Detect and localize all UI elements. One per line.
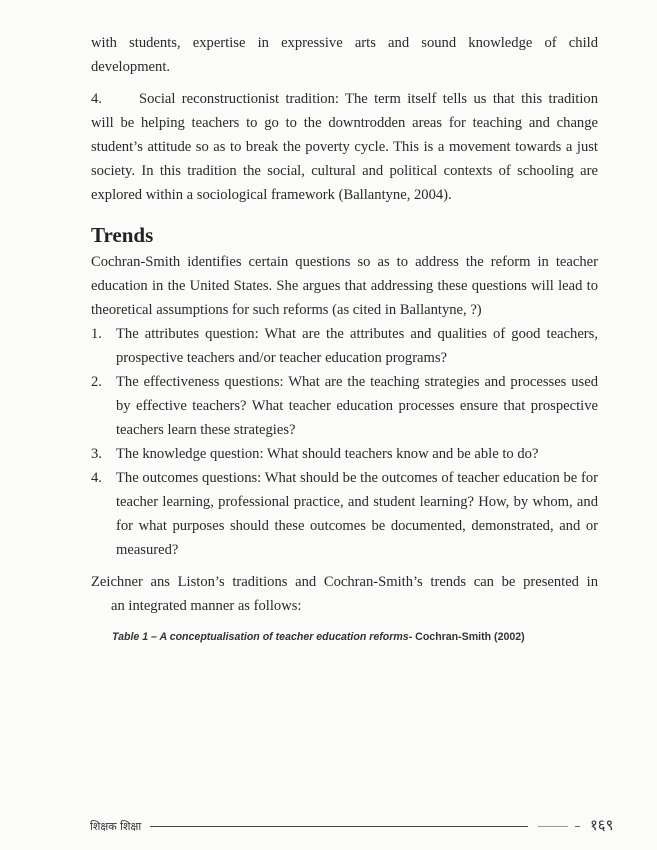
list-item: [91, 466, 598, 562]
list-number: 2.: [91, 374, 102, 390]
list-number: 3.: [91, 446, 102, 462]
paragraph-line: with students, expertise in expressive arts and sound knowledge of child: [91, 35, 598, 51]
section-heading: Trends: [91, 223, 154, 247]
table-caption-source: - Cochran-Smith (2002): [408, 631, 525, 643]
table-caption: [112, 631, 525, 643]
list-number: 4.: [91, 470, 102, 486]
trends-intro-paragraph: Cochran-Smith identifies certain questions so as to address the reform in teacher education in the United States. She argues that addressing these questions will lead to theoretical assumptions for such reforms (as cited in Ballantyne, ?): [91, 254, 598, 318]
list-number: 1.: [91, 326, 102, 342]
paragraph-body: will be helping teachers to go to the downtrodden areas for teaching and change student’s attitude so as to break the poverty cycle. This is a movement towards a just society. In this tradition the social, cultural and political contexts of schooling are explored within a sociological framework (Ballantyne, 2004).: [91, 115, 598, 203]
footer-rule: [150, 826, 528, 827]
footer-journal-name: शिक्षक शिक्षा: [90, 820, 142, 833]
list-text: The attributes question: What are the attributes and qualities of good teachers, prospective teachers and/or teacher education programs?: [116, 326, 598, 366]
footer-rule-dash: [575, 826, 580, 827]
questions-list: [91, 322, 598, 562]
list-item: [91, 322, 598, 370]
page-number: १६९: [590, 816, 614, 834]
paragraph-first-line: [91, 87, 598, 111]
paragraph-line: Zeichner ans Liston’s traditions and Cochran-Smith’s trends can be presented in: [91, 574, 598, 590]
list-text: The knowledge question: What should teachers know and be able to do?: [116, 446, 539, 462]
item-text: Social reconstructionist tradition: The term itself tells us that this tradition: [138, 91, 598, 107]
list-text: The effectiveness questions: What are the teaching strategies and processes used by effective teachers? What teacher education processes ensure that prospective teachers learn these strategies?: [116, 374, 598, 438]
integration-paragraph: [91, 570, 598, 618]
paragraph-intro: [91, 31, 598, 79]
table-caption-title: Table 1 – A conceptualisation of teacher education reforms: [112, 631, 409, 643]
list-item: [91, 442, 598, 466]
footer-rule-dash: [538, 826, 568, 827]
list-item: [91, 370, 598, 442]
paragraph-social-reconstructionist: [91, 87, 598, 207]
paragraph-line: an integrated manner as follows:: [111, 598, 302, 614]
paragraph-line: development.: [91, 59, 171, 75]
item-number: 4.: [91, 91, 102, 107]
list-text: The outcomes questions: What should be the outcomes of teacher education be for teacher learning, professional practice, and student learning? How, by whom, and for what purposes should these outcomes be documented, demonstrated, and or measured?: [116, 470, 598, 558]
